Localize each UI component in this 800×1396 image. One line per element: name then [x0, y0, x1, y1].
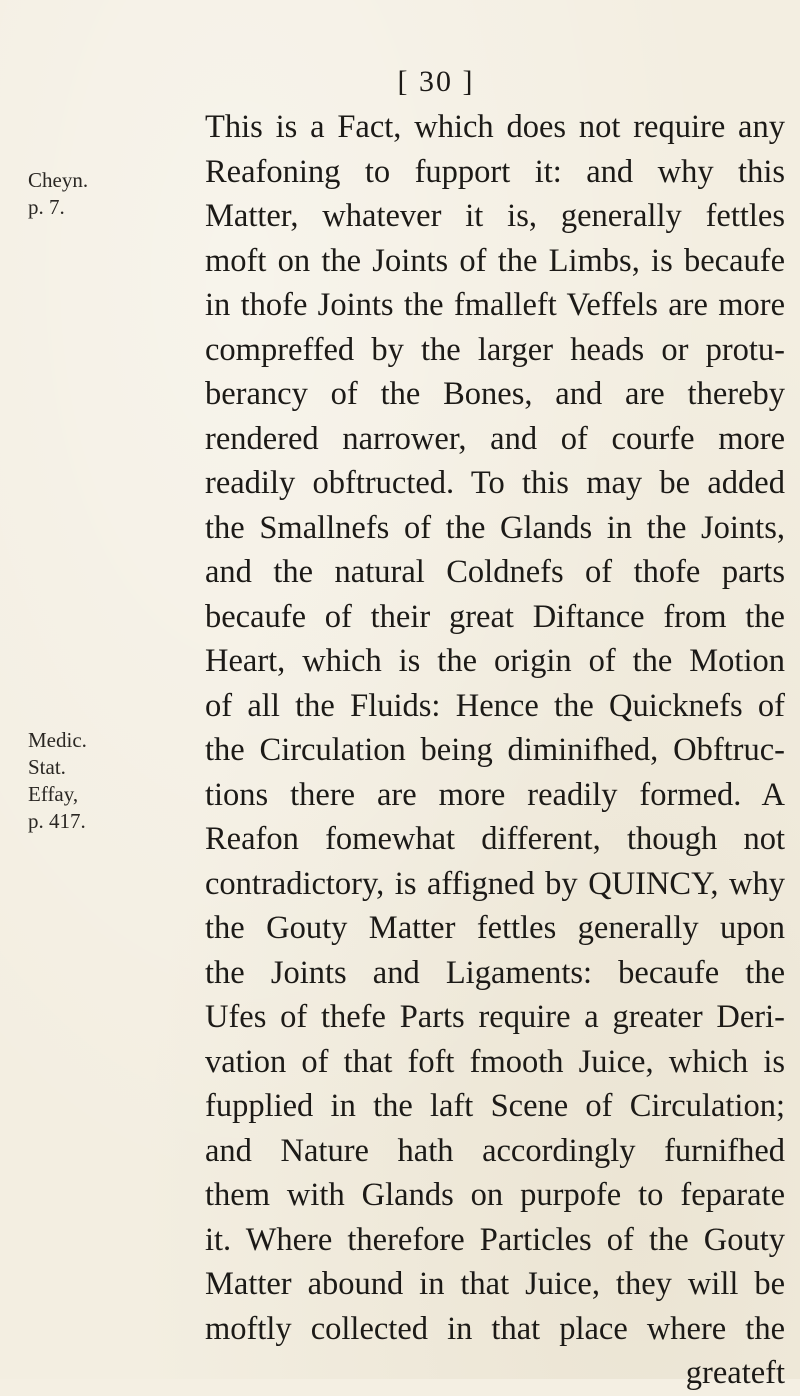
text-line: the Joints and Ligaments: becaufe the [205, 954, 785, 991]
text-line: Matter, whatever it is, generally fettles [205, 198, 785, 234]
text-line: becaufe of their great Diftance from the [205, 598, 785, 635]
page-number-header: [ 30 ] [397, 65, 475, 98]
margin-note-line: Cheyn. [28, 168, 89, 192]
text-line: the Circulation being diminifhed, Obftruc- [205, 732, 785, 768]
margin-citation-medic-stat [28, 727, 87, 835]
text-line: Heart, which is the origin of the Motion [205, 643, 785, 679]
text-line: in thofe Joints the fmalleft Veffels are more [205, 287, 785, 323]
text-line: compreffed by the larger heads or protu- [205, 331, 785, 368]
margin-note-line: Stat. [28, 755, 66, 779]
text-line: rendered narrower, and of courfe more [205, 420, 785, 457]
text-line: This is a Fact, which does not require any [205, 109, 785, 145]
margin-note-line: p. 7. [28, 195, 65, 219]
text-line: the Smallnefs of the Glands in the Joints, [205, 509, 785, 546]
text-line: them with Glands on purpofe to feparate [205, 1177, 785, 1213]
text-line: moftly collected in that place where the [205, 1310, 785, 1347]
text-line: it. Where therefore Particles of the Gouty [205, 1221, 785, 1258]
text-line: tions there are more readily formed. A [205, 776, 785, 813]
text-line: Reafon fomewhat different, though not [205, 821, 785, 857]
margin-note-line: p. 417. [28, 809, 86, 833]
body-text [205, 105, 785, 1396]
margin-note-line: Medic. [28, 728, 87, 752]
text-line: berancy of the Bones, and are thereby [205, 376, 785, 412]
text-line: moft on the Joints of the Limbs, is becaufe [205, 242, 785, 279]
margin-citation-cheyne [28, 167, 88, 221]
catchword: greateft [685, 1355, 785, 1391]
margin-note-line: Effay, [28, 782, 79, 806]
text-line: Matter abound in that Juice, they will be [205, 1266, 785, 1302]
text-line: contradictory, is affigned by QUINCY, why [205, 865, 785, 902]
text-line: vation of that foft fmooth Juice, which is [205, 1043, 785, 1080]
text-line: fupplied in the laft Scene of Circulation; [205, 1088, 785, 1124]
text-line: and the natural Coldnefs of thofe parts [205, 554, 785, 590]
text-line: and Nature hath accordingly furnifhed [205, 1132, 785, 1169]
text-line: Ufes of thefe Parts require a greater Deri- [205, 999, 785, 1035]
text-line: of all the Fluids: Hence the Quicknefs of [205, 687, 785, 724]
text-line: readily obftructed. To this may be added [205, 465, 785, 501]
text-line: Reafoning to fupport it: and why this [205, 153, 785, 190]
text-line: the Gouty Matter fettles generally upon [205, 910, 785, 946]
